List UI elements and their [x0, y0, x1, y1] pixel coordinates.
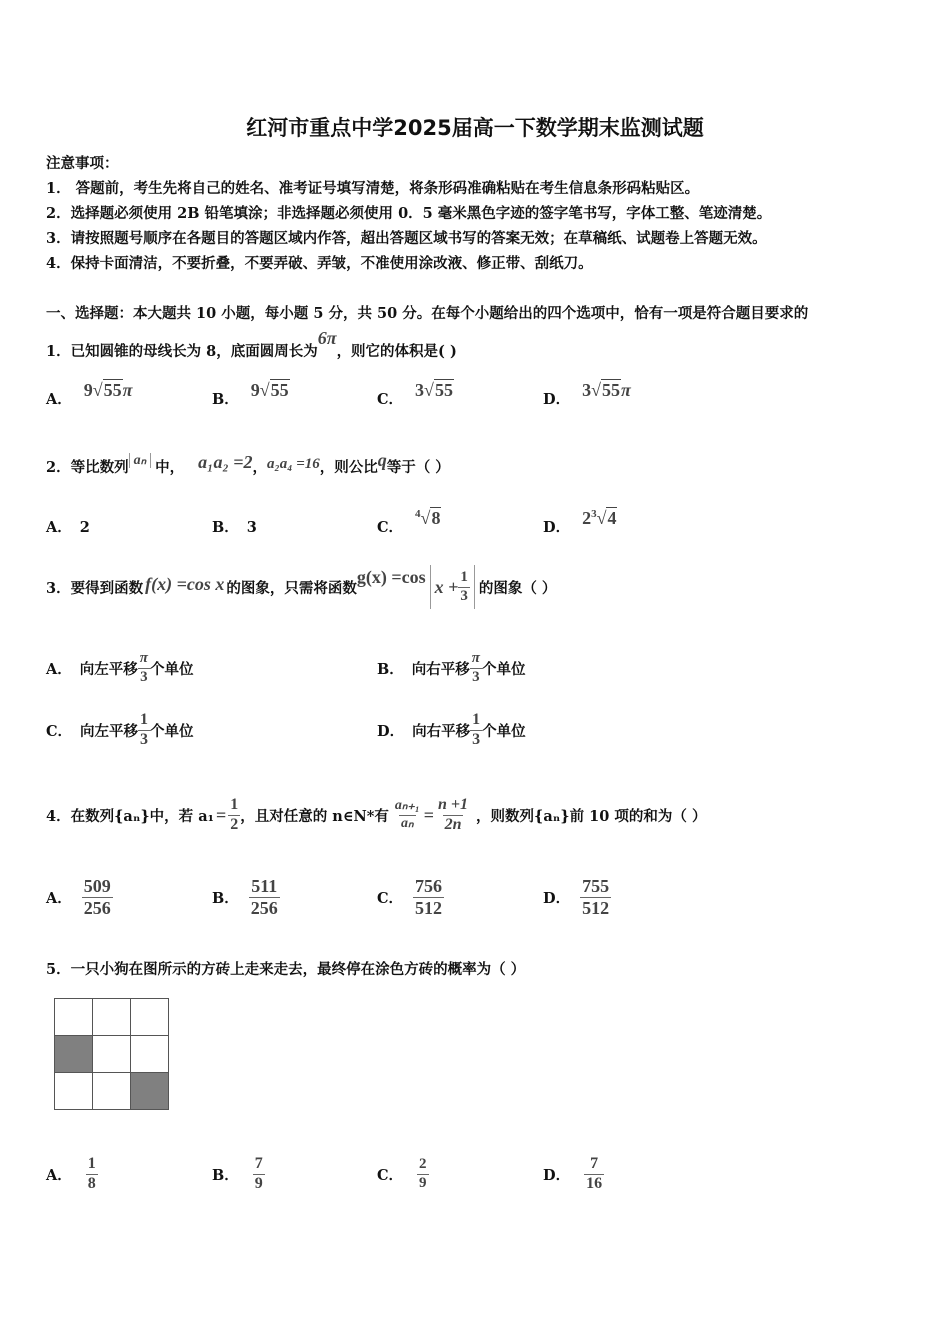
math-expr: q — [377, 450, 387, 470]
option-a[interactable]: A． $\frac{1}{8}$ — [46, 1155, 96, 1192]
tile — [131, 999, 169, 1036]
option-b[interactable]: B． $\frac{511}{256}$ — [212, 875, 278, 918]
option-d[interactable]: D． $\frac{755}{512}$ — [543, 875, 610, 918]
notice-heading: 注意事项： — [46, 155, 119, 172]
option-c[interactable]: C． 3√55 — [377, 380, 453, 408]
math-expr: a₂a₄ =16 — [266, 456, 320, 472]
tile — [55, 999, 93, 1036]
option-b[interactable]: B． 向右平移 $\frac{\pi}{3}$ 个单位 — [377, 650, 526, 685]
math-expr: g(x) =cos — [356, 566, 426, 587]
question-4: 4． 在数列{aₙ}中，若 a₁ = $\frac{1}{2}$ ，且对任意的 n∈N*有 $\frac{\text{aₙ₊₁}}{\text{aₙ}}$ = $\frac{n +1}{2n}$ ，则数列{aₙ}前 10 项的和为（ ） — [46, 796, 707, 833]
question-text: ，则它的体积是( ) — [336, 343, 457, 360]
notice-item: 2．选择题必须使用 2B 铅笔填涂；非选择题必须使用 0．5 毫米黑色字迹的签字笔书写，字体工整、笔迹清楚。 — [46, 205, 772, 222]
tile — [131, 1036, 169, 1073]
math-fraction: $\frac{n +1}{2n}$ — [438, 796, 469, 833]
option-b[interactable]: B． 9√55 — [212, 380, 289, 408]
section-heading: 一、选择题：本大题共 10 小题，每小题 5 分，共 50 分。在每个小题给出的四个选项中，恰有一项是符合题目要求的 — [46, 305, 809, 322]
question-number: 1． — [46, 343, 71, 360]
question-1 — [46, 328, 457, 361]
notice-item: 3．请按照题号顺序在各题目的答题区域内作答，超出答题区域书写的答案无效；在草稿纸、试题卷上答题无效。 — [46, 230, 767, 247]
option-c[interactable]: C． $\frac{756}{512}$ — [377, 875, 443, 918]
option-a[interactable]: A． $\frac{509}{256}$ — [46, 875, 111, 918]
option-c[interactable]: C． 向左平移 $\frac{1}{3}$ 个单位 — [46, 711, 194, 748]
question-3: 3． 要得到函数 f(x) =cos x 的图象，只需将函数 g(x) =cos x + $\frac{1}{3}$ 的图象（ ） — [46, 565, 556, 609]
math-expr: f(x) =cos x — [145, 573, 225, 594]
option-a[interactable]: A． 9√55π — [46, 380, 133, 408]
math-fraction: $\frac{\text{aₙ₊₁}}{\text{aₙ}}$ — [394, 798, 420, 831]
tile-shaded — [131, 1073, 169, 1110]
math-expr: a₁a₂ =2 — [198, 452, 253, 472]
option-c[interactable]: C．$^4$√8 — [377, 508, 441, 536]
option-b[interactable]: B． $\frac{7}{9}$ — [212, 1155, 263, 1192]
question-2: 2．等比数列 aₙ 中， a₁a₂ =2，a₂a₄ =16，则公比q等于（ ） — [46, 450, 450, 476]
math-fraction: $\frac{1}{2}$ — [230, 796, 239, 833]
tile — [93, 1036, 131, 1073]
option-d[interactable]: D． 向右平移 $\frac{1}{3}$ 个单位 — [377, 711, 526, 748]
option-c[interactable]: C． $\frac{2}{9}$ — [377, 1156, 427, 1191]
tile — [55, 1073, 93, 1110]
question-5: 5．一只小狗在图所示的方砖上走来走去，最终停在涂色方砖的概率为（ ） — [46, 961, 526, 978]
option-d[interactable]: D． $2^3√4$ — [543, 508, 617, 536]
tile-shaded — [55, 1036, 93, 1073]
option-a[interactable]: A． 向左平移 $\frac{\pi}{3}$ 个单位 — [46, 650, 194, 685]
tile — [93, 1073, 131, 1110]
tile — [93, 999, 131, 1036]
option-a[interactable]: A． 2 — [46, 519, 90, 536]
option-d[interactable]: D． $\frac{7}{16}$ — [543, 1155, 603, 1192]
notice-item: 4．保持卡面清洁，不要折叠，不要弄破、弄皱，不准使用涂改液、修正带、刮纸刀。 — [46, 255, 593, 272]
math-expr: 6π — [317, 328, 337, 348]
question-text: 已知圆锥的母线长为 8，底面圆周长为 — [70, 343, 318, 360]
tile-grid-figure — [54, 998, 169, 1110]
notice-item: 1． 答题前，考生先将自己的姓名、准考证号填写清楚，将条形码准确粘贴在考生信息条形码粘贴区。 — [46, 180, 700, 197]
math-expr: aₙ — [129, 453, 152, 468]
page-title: 红河市重点中学2025届高一下数学期末监测试题 — [246, 116, 704, 140]
option-b[interactable]: B． 3 — [212, 519, 257, 536]
option-d[interactable]: D． 3√55π — [543, 380, 631, 408]
